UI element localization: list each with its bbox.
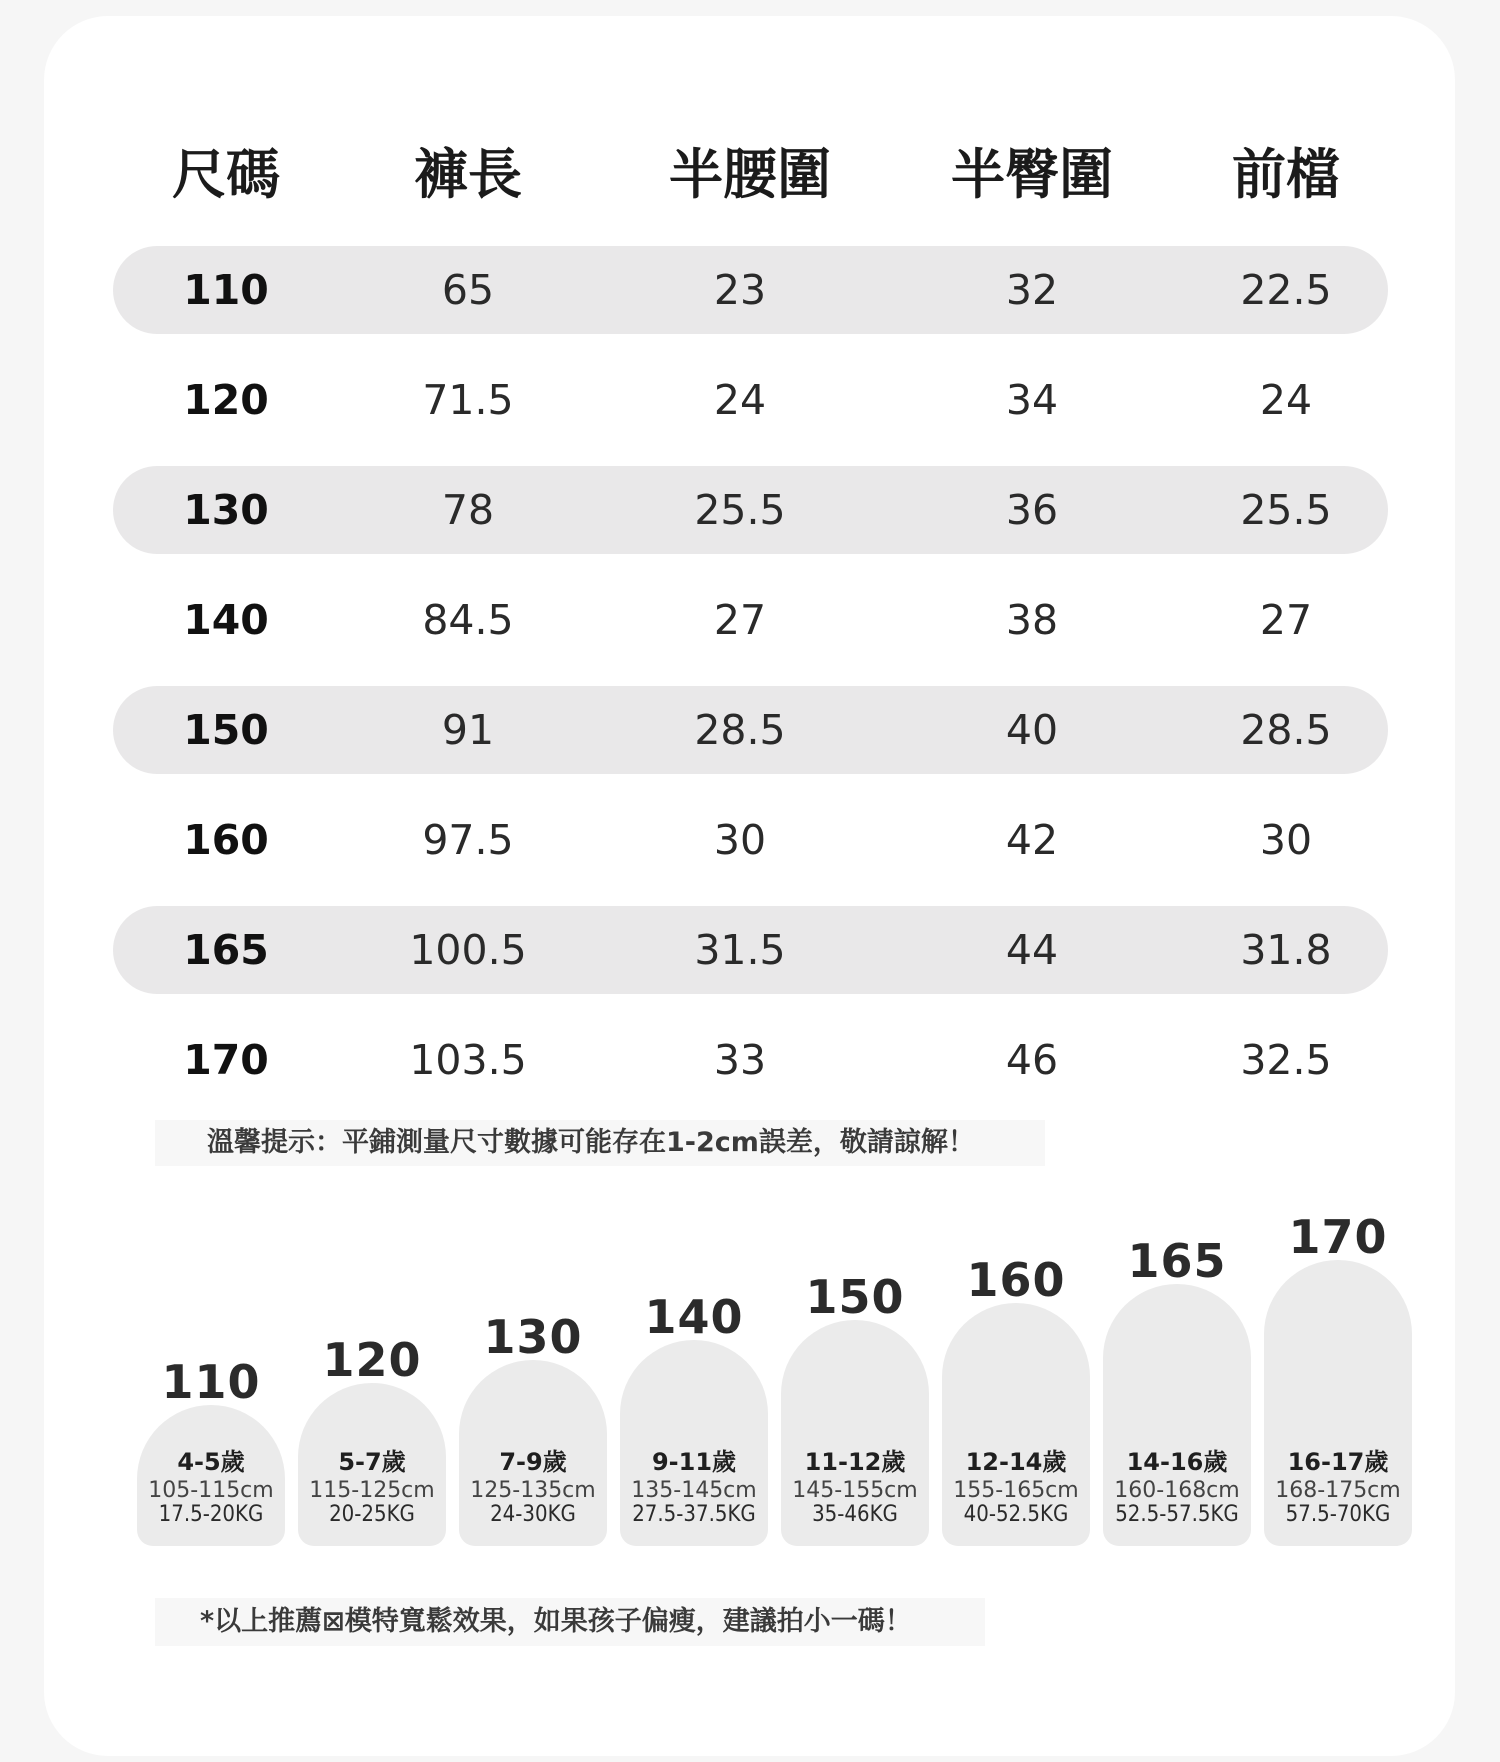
table-row xyxy=(113,356,1388,444)
fit-note: *以上推薦⊠模特寬鬆效果，如果孩子偏瘦，建議拍小一碼！ xyxy=(155,1598,985,1646)
header-half-waist: 半腰圍 xyxy=(669,143,831,206)
chip-size: 160 xyxy=(966,1253,1066,1307)
chip-age: 16-17歲 xyxy=(1287,1448,1389,1476)
row-size: 110 xyxy=(183,266,269,314)
header-pants-length: 褲長 xyxy=(414,143,522,206)
chip-height: 125-135cm xyxy=(470,1478,596,1503)
row-cell: 78 xyxy=(441,486,495,534)
header-front-rise: 前檔 xyxy=(1232,143,1340,206)
chip-age: 7-9歲 xyxy=(499,1448,567,1476)
row-cell: 31.5 xyxy=(694,926,786,974)
table-row xyxy=(113,576,1388,664)
row-cell: 36 xyxy=(1005,486,1059,534)
chip-size: 120 xyxy=(322,1333,422,1387)
row-size: 170 xyxy=(183,1036,269,1084)
chip-weight: 52.5-57.5KG xyxy=(1115,1502,1239,1527)
row-cell: 25.5 xyxy=(694,486,786,534)
row-size: 165 xyxy=(183,926,269,974)
chip-size: 170 xyxy=(1288,1210,1388,1264)
row-cell: 71.5 xyxy=(422,376,514,424)
chip-size: 150 xyxy=(805,1270,905,1324)
chip-height: 168-175cm xyxy=(1275,1478,1401,1503)
row-cell: 32.5 xyxy=(1240,1036,1332,1084)
chip-age: 4-5歲 xyxy=(177,1448,245,1476)
row-cell: 100.5 xyxy=(409,926,527,974)
row-cell: 28.5 xyxy=(694,706,786,754)
chip-age: 14-16歲 xyxy=(1126,1448,1228,1476)
chip-age: 9-11歲 xyxy=(651,1448,737,1476)
row-cell: 27 xyxy=(713,596,767,644)
chip-size: 130 xyxy=(483,1310,583,1364)
row-cell: 38 xyxy=(1005,596,1059,644)
table-row xyxy=(113,686,1388,774)
chip-age: 5-7歲 xyxy=(338,1448,406,1476)
chip-weight: 35-46KG xyxy=(812,1502,898,1527)
table-row xyxy=(113,1016,1388,1104)
chip-weight: 27.5-37.5KG xyxy=(632,1502,756,1527)
table-row xyxy=(113,906,1388,994)
row-cell: 42 xyxy=(1005,816,1059,864)
row-cell: 23 xyxy=(713,266,767,314)
row-cell: 33 xyxy=(713,1036,767,1084)
chip-weight: 57.5-70KG xyxy=(1285,1502,1391,1527)
row-cell: 46 xyxy=(1005,1036,1059,1084)
chip-height: 145-155cm xyxy=(792,1478,918,1503)
row-cell: 25.5 xyxy=(1240,486,1332,534)
row-size: 150 xyxy=(183,706,269,754)
row-cell: 84.5 xyxy=(422,596,514,644)
row-cell: 65 xyxy=(441,266,495,314)
measurement-tip: 溫馨提示：平鋪測量尺寸數據可能存在1-2cm誤差，敬請諒解！ xyxy=(155,1120,1045,1166)
row-cell: 103.5 xyxy=(409,1036,527,1084)
chip-height: 155-165cm xyxy=(953,1478,1079,1503)
row-cell: 24 xyxy=(1259,376,1313,424)
chip-height: 135-145cm xyxy=(631,1478,757,1503)
chip-age: 12-14歲 xyxy=(965,1448,1067,1476)
row-cell: 34 xyxy=(1005,376,1059,424)
table-row xyxy=(113,246,1388,334)
row-size: 160 xyxy=(183,816,269,864)
header-half-hip: 半臀圍 xyxy=(951,143,1113,206)
chip-size: 110 xyxy=(161,1355,261,1409)
chip-height: 105-115cm xyxy=(148,1478,274,1503)
header-size: 尺碼 xyxy=(172,143,280,206)
chip-weight: 20-25KG xyxy=(329,1502,415,1527)
row-size: 120 xyxy=(183,376,269,424)
row-size: 130 xyxy=(183,486,269,534)
row-cell: 32 xyxy=(1005,266,1059,314)
row-size: 140 xyxy=(183,596,269,644)
table-row xyxy=(113,796,1388,884)
chip-height: 115-125cm xyxy=(309,1478,435,1503)
chip-weight: 17.5-20KG xyxy=(158,1502,264,1527)
chip-size: 165 xyxy=(1127,1234,1227,1288)
row-cell: 44 xyxy=(1005,926,1059,974)
chip-height: 160-168cm xyxy=(1114,1478,1240,1503)
chip-size: 140 xyxy=(644,1290,744,1344)
table-row xyxy=(113,466,1388,554)
chip-weight: 24-30KG xyxy=(490,1502,576,1527)
row-cell: 40 xyxy=(1005,706,1059,754)
row-cell: 30 xyxy=(713,816,767,864)
chip-age: 11-12歲 xyxy=(804,1448,906,1476)
row-cell: 22.5 xyxy=(1240,266,1332,314)
row-cell: 30 xyxy=(1259,816,1313,864)
row-cell: 31.8 xyxy=(1240,926,1332,974)
row-cell: 27 xyxy=(1259,596,1313,644)
row-cell: 24 xyxy=(713,376,767,424)
row-cell: 97.5 xyxy=(422,816,514,864)
chip-weight: 40-52.5KG xyxy=(963,1502,1069,1527)
row-cell: 91 xyxy=(441,706,495,754)
row-cell: 28.5 xyxy=(1240,706,1332,754)
